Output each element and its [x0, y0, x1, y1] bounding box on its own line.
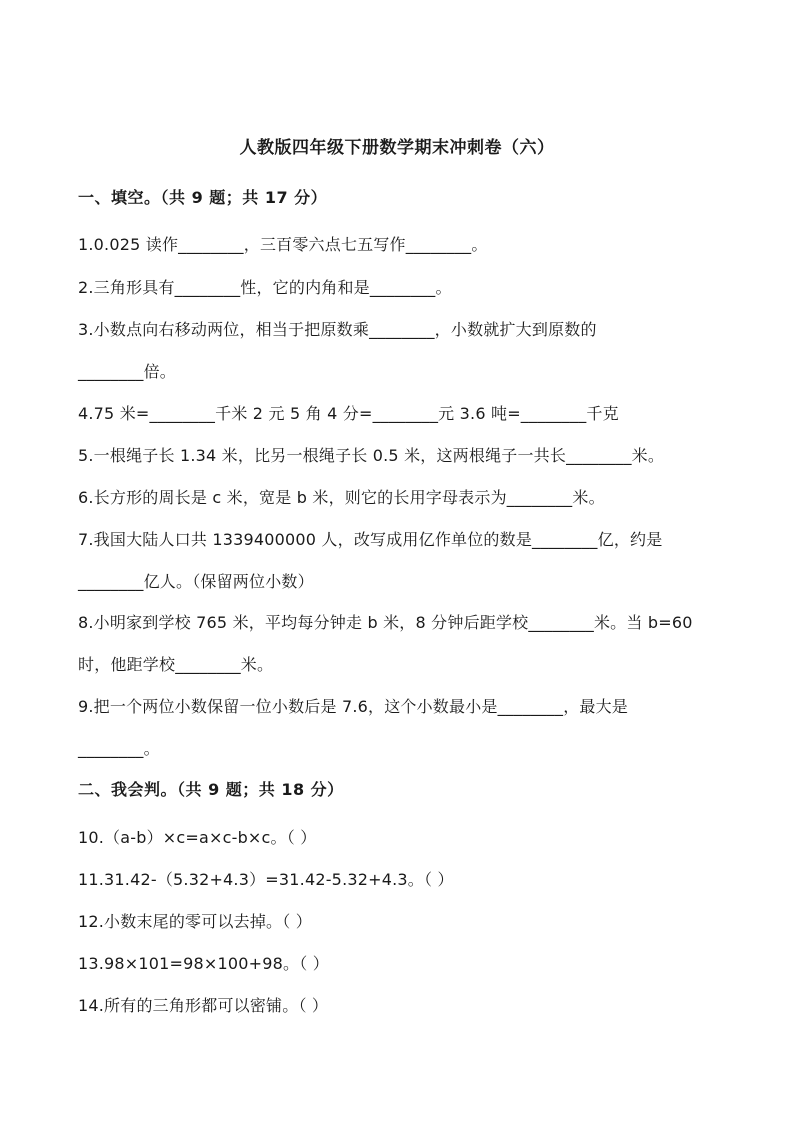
question-9: 9.把一个两位小数保留一位小数后是 7.6，这个小数最小是________，最大是 — [78, 697, 628, 716]
question-9-continued: ________。 — [78, 739, 160, 758]
question-10: 10.（a-b）×c=a×c-b×c。（ ） — [78, 828, 317, 847]
question-3-continued: ________倍。 — [78, 362, 177, 381]
question-14: 14.所有的三角形都可以密铺。（ ） — [78, 996, 329, 1015]
question-2: 2.三角形具有________性，它的内角和是________。 — [78, 278, 452, 297]
question-8-continued: 时，他距学校________米。 — [78, 655, 274, 674]
question-11: 11.31.42-（5.32+4.3）=31.42-5.32+4.3。（ ） — [78, 870, 454, 889]
question-6: 6.长方形的周长是 c 米，宽是 b 米，则它的长用字母表示为________米。 — [78, 488, 605, 507]
question-7: 7.我国大陆人口共 1339400000 人，改写成用亿作单位的数是________亿，约是 — [78, 530, 663, 549]
question-1: 1.0.025 读作________，三百零六点七五写作________。 — [78, 235, 488, 254]
question-5: 5.一根绳子长 1.34 米，比另一根绳子长 0.5 米，这两根绳子一共长________米。 — [78, 446, 665, 465]
question-12: 12.小数末尾的零可以去掉。（ ） — [78, 912, 312, 931]
question-7-continued: ________亿人。（保留两位小数） — [78, 572, 314, 591]
question-8: 8.小明家到学校 765 米，平均每分钟走 b 米，8 分钟后距学校________米。当 b=60 — [78, 613, 693, 632]
document-title: 人教版四年级下册数学期末冲刺卷（六） — [239, 138, 555, 158]
question-4: 4.75 米=________千米 2 元 5 角 4 分=________元 3.6 吨=________千克 — [78, 404, 619, 423]
question-3: 3.小数点向右移动两位，相当于把原数乘________，小数就扩大到原数的 — [78, 320, 597, 339]
question-13: 13.98×101=98×100+98。（ ） — [78, 954, 329, 973]
section-heading-fill-in: 一、填空。（共 9 题；共 17 分） — [78, 188, 328, 207]
section-heading-true-false: 二、我会判。（共 9 题；共 18 分） — [78, 780, 344, 799]
